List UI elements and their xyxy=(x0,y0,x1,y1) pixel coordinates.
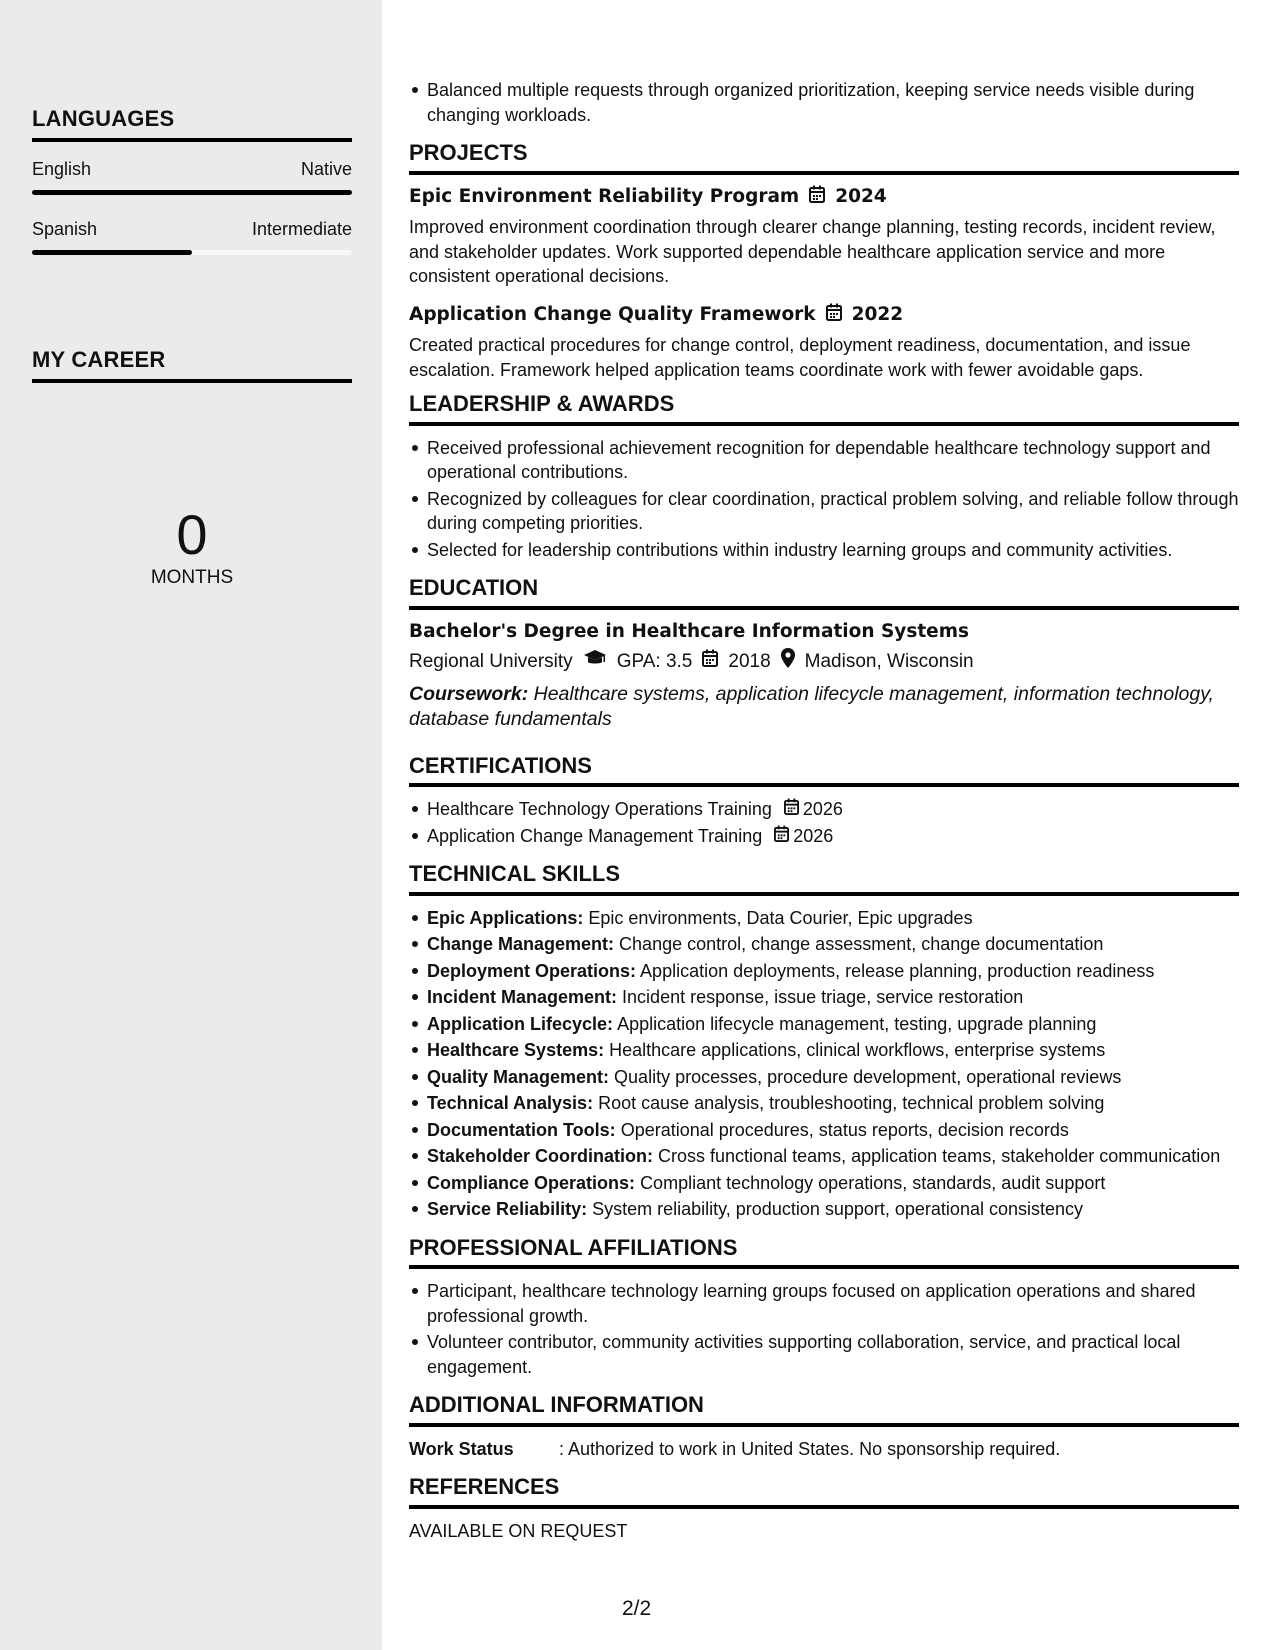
skills-heading: TECHNICAL SKILLS xyxy=(409,862,1239,896)
sidebar xyxy=(0,0,382,1650)
list-item: Selected for leadership contributions within industry learning groups and community activities. xyxy=(427,538,1239,563)
skill-value: Epic environments, Data Courier, Epic upgrades xyxy=(588,907,973,928)
calendar-icon xyxy=(826,303,842,329)
projects-heading: PROJECTS xyxy=(409,141,1239,175)
skill-label: Documentation Tools: xyxy=(427,1119,616,1140)
certification-year: 2026 xyxy=(793,825,834,846)
skill-item xyxy=(427,906,1239,931)
leadership-section xyxy=(409,392,1239,562)
skills-list xyxy=(409,906,1239,1222)
skill-value: Cross functional teams, application teams, stakeholder communication xyxy=(658,1146,1221,1166)
skill-item xyxy=(427,932,1239,957)
list-item xyxy=(427,824,1239,849)
skill-value: Quality processes, procedure development, operational reviews xyxy=(614,1066,1122,1087)
career-heading: MY CAREER xyxy=(32,347,352,383)
skill-label: Application Lifecycle: xyxy=(427,1013,614,1034)
skill-item xyxy=(427,1171,1239,1196)
affiliations-heading: PROFESSIONAL AFFILIATIONS xyxy=(409,1236,1239,1270)
graduation-cap-icon xyxy=(583,649,607,675)
certification-name: Healthcare Technology Operations Training xyxy=(427,799,772,819)
skill-value: Incident response, issue triage, service restoration xyxy=(622,987,1024,1007)
work-status-label: Work Status xyxy=(409,1438,514,1459)
gpa: GPA: 3.5 xyxy=(616,650,693,672)
skill-item xyxy=(427,985,1239,1010)
project-description: Improved environment coordination through clearer change planning, testing records, incident review, and stakeholder updates. Work supported dependable healthcare application service and more consistent operational decisions. xyxy=(409,217,1216,286)
skill-value: Change control, change assessment, change documentation xyxy=(619,934,1104,954)
skill-label: Compliance Operations: xyxy=(427,1172,636,1193)
skill-label: Incident Management: xyxy=(427,987,618,1007)
map-pin-icon xyxy=(781,648,795,676)
additional-info-section xyxy=(409,1393,1239,1461)
career-value: 0 xyxy=(176,503,208,566)
skill-value: System reliability, production support, operational consistency xyxy=(592,1199,1084,1219)
list-item xyxy=(427,797,1239,822)
project-title: Epic Environment Reliability Program xyxy=(409,186,800,207)
references-heading: REFERENCES xyxy=(409,1475,1239,1509)
language-item xyxy=(32,219,352,255)
career-section xyxy=(32,347,352,383)
languages-section xyxy=(32,106,352,255)
project-description: Created practical procedures for change control, deployment readiness, documentation, and issue escalation. Framework helped application teams coordinate work with fewer avoidable gaps. xyxy=(409,335,1191,380)
skill-value: Compliant technology operations, standards, audit support xyxy=(640,1172,1106,1193)
skill-label: Quality Management: xyxy=(427,1066,610,1087)
language-proficiency-fill xyxy=(32,190,352,195)
list-item: Recognized by colleagues for clear coordination, practical problem solving, and reliable follow through during competing priorities. xyxy=(427,487,1239,536)
skill-item xyxy=(427,1144,1239,1169)
skill-item xyxy=(427,1038,1239,1063)
page-number: 2/2 xyxy=(622,1597,652,1620)
projects-section xyxy=(409,141,1239,382)
skill-item xyxy=(427,1197,1239,1222)
list-item: Volunteer contributor, community activities supporting collaboration, service, and practical local engagement. xyxy=(427,1330,1239,1379)
skill-item xyxy=(427,1118,1239,1143)
languages-heading: LANGUAGES xyxy=(32,106,352,142)
graduation-year: 2018 xyxy=(728,650,771,672)
list-item: Balanced multiple requests through organized prioritization, keeping service needs visible during changing workloads. xyxy=(427,78,1239,127)
project-year: 2024 xyxy=(835,186,887,207)
education-heading: EDUCATION xyxy=(409,576,1239,610)
list-item: Received professional achievement recognition for dependable healthcare technology support and operational contributions. xyxy=(427,436,1239,485)
career-unit: MONTHS xyxy=(150,567,234,588)
additional-info-heading: ADDITIONAL INFORMATION xyxy=(409,1393,1239,1427)
language-name: Spanish xyxy=(32,219,98,239)
language-name: English xyxy=(32,159,92,179)
project-year: 2022 xyxy=(851,304,904,325)
language-proficiency-bar xyxy=(32,190,352,195)
main-content xyxy=(409,78,1239,1543)
calendar-icon xyxy=(702,649,718,675)
skill-label: Service Reliability: xyxy=(427,1199,588,1219)
skill-label: Technical Analysis: xyxy=(427,1093,594,1113)
skill-label: Change Management: xyxy=(427,934,615,954)
school-location: Madison, Wisconsin xyxy=(804,650,974,672)
references-text: AVAILABLE ON REQUEST xyxy=(409,1520,628,1541)
skill-item xyxy=(427,1065,1239,1090)
skill-item xyxy=(427,959,1239,984)
work-status-value: : Authorized to work in United States. No sponsorship required. xyxy=(559,1438,1061,1459)
coursework xyxy=(409,682,1239,732)
calendar-icon xyxy=(774,824,789,849)
school-name: Regional University xyxy=(409,650,573,672)
experience-bullets xyxy=(409,78,1239,127)
skill-value: Root cause analysis, troubleshooting, technical problem solving xyxy=(598,1093,1105,1113)
language-level: Native xyxy=(300,159,352,179)
skill-value: Application deployments, release planning, production readiness xyxy=(640,960,1155,981)
skill-label: Stakeholder Coordination: xyxy=(427,1146,654,1166)
skill-label: Healthcare Systems: xyxy=(427,1040,605,1060)
skill-label: Deployment Operations: xyxy=(427,960,637,981)
certifications-heading: CERTIFICATIONS xyxy=(409,754,1239,788)
coursework-text: Healthcare systems, application lifecycle management, information technology, database fundamentals xyxy=(409,682,1214,730)
references-section xyxy=(409,1475,1239,1543)
coursework-label: Coursework: xyxy=(409,682,529,705)
skills-section xyxy=(409,862,1239,1222)
project-item xyxy=(409,303,1239,383)
language-item xyxy=(32,159,352,195)
leadership-heading: LEADERSHIP & AWARDS xyxy=(409,392,1239,426)
project-item xyxy=(409,185,1239,289)
degree-title: Bachelor's Degree in Healthcare Information Systems xyxy=(409,620,970,642)
certification-year: 2026 xyxy=(802,799,843,819)
certifications-section xyxy=(409,754,1239,849)
project-title: Application Change Quality Framework xyxy=(409,304,816,325)
language-proficiency-bar xyxy=(32,250,352,255)
calendar-icon xyxy=(809,185,825,211)
education-section xyxy=(409,576,1239,732)
language-proficiency-fill xyxy=(32,250,192,255)
language-level: Intermediate xyxy=(251,219,352,239)
certification-name: Application Change Management Training xyxy=(427,825,763,846)
affiliations-section xyxy=(409,1236,1239,1380)
career-duration xyxy=(32,505,352,589)
skill-value: Operational procedures, status reports, decision records xyxy=(620,1119,1069,1140)
skill-item xyxy=(427,1012,1239,1037)
skill-value: Application lifecycle management, testing, upgrade planning xyxy=(617,1013,1097,1034)
calendar-icon xyxy=(784,797,799,822)
list-item: Participant, healthcare technology learning groups focused on application operations and shared professional growth. xyxy=(427,1279,1239,1328)
skill-item xyxy=(427,1091,1239,1116)
skill-label: Epic Applications: xyxy=(427,907,584,928)
skill-value: Healthcare applications, clinical workflows, enterprise systems xyxy=(609,1040,1106,1060)
